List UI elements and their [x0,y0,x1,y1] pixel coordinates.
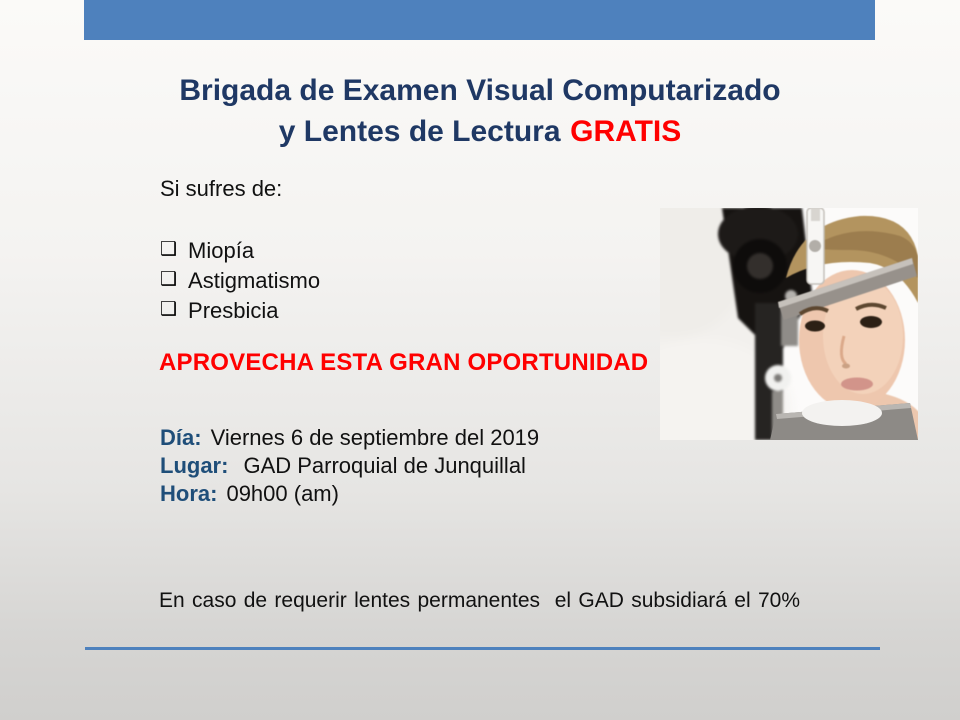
slide-title-line1: Brigada de Examen Visual Computarizado [179,74,781,107]
detail-label: Lugar: [160,453,229,478]
list-item [160,236,320,266]
conditions-list [160,236,320,326]
intro-text: Si sufres de: [160,176,283,201]
eye-exam-photo [660,208,918,440]
slide-title [60,70,900,152]
slide-title-gratis: GRATIS [570,115,682,148]
detail-value: GAD Parroquial de Junquillal [243,453,526,478]
slide-title-line2-text: y Lentes de Lectura [278,115,561,148]
top-accent-bar [84,0,875,40]
cta-text: APROVECHA ESTA GRAN OPORTUNIDAD [159,349,649,376]
detail-value: 09h00 (am) [226,481,339,506]
list-item [160,266,320,296]
detail-label: Día: [160,425,202,450]
condition-label: Astigmatismo [188,268,321,293]
footnote-text: En caso de requerir lentes permanentes el GAD subsidiará el 70% [159,589,801,612]
event-details [160,424,539,508]
checkbox-icon: ❑ [160,269,178,290]
condition-label: Miopía [188,238,255,263]
detail-row-hora [160,480,539,508]
detail-row-lugar [160,452,539,480]
detail-row-dia [160,424,539,452]
condition-label: Presbicia [188,298,279,323]
bottom-accent-rule [85,647,880,650]
slide-title-line2 [60,111,900,152]
detail-value: Viernes 6 de septiembre del 2019 [210,425,540,450]
detail-label: Hora: [160,481,218,506]
checkbox-icon: ❑ [160,299,178,320]
list-item [160,296,320,326]
checkbox-icon: ❑ [160,239,178,260]
